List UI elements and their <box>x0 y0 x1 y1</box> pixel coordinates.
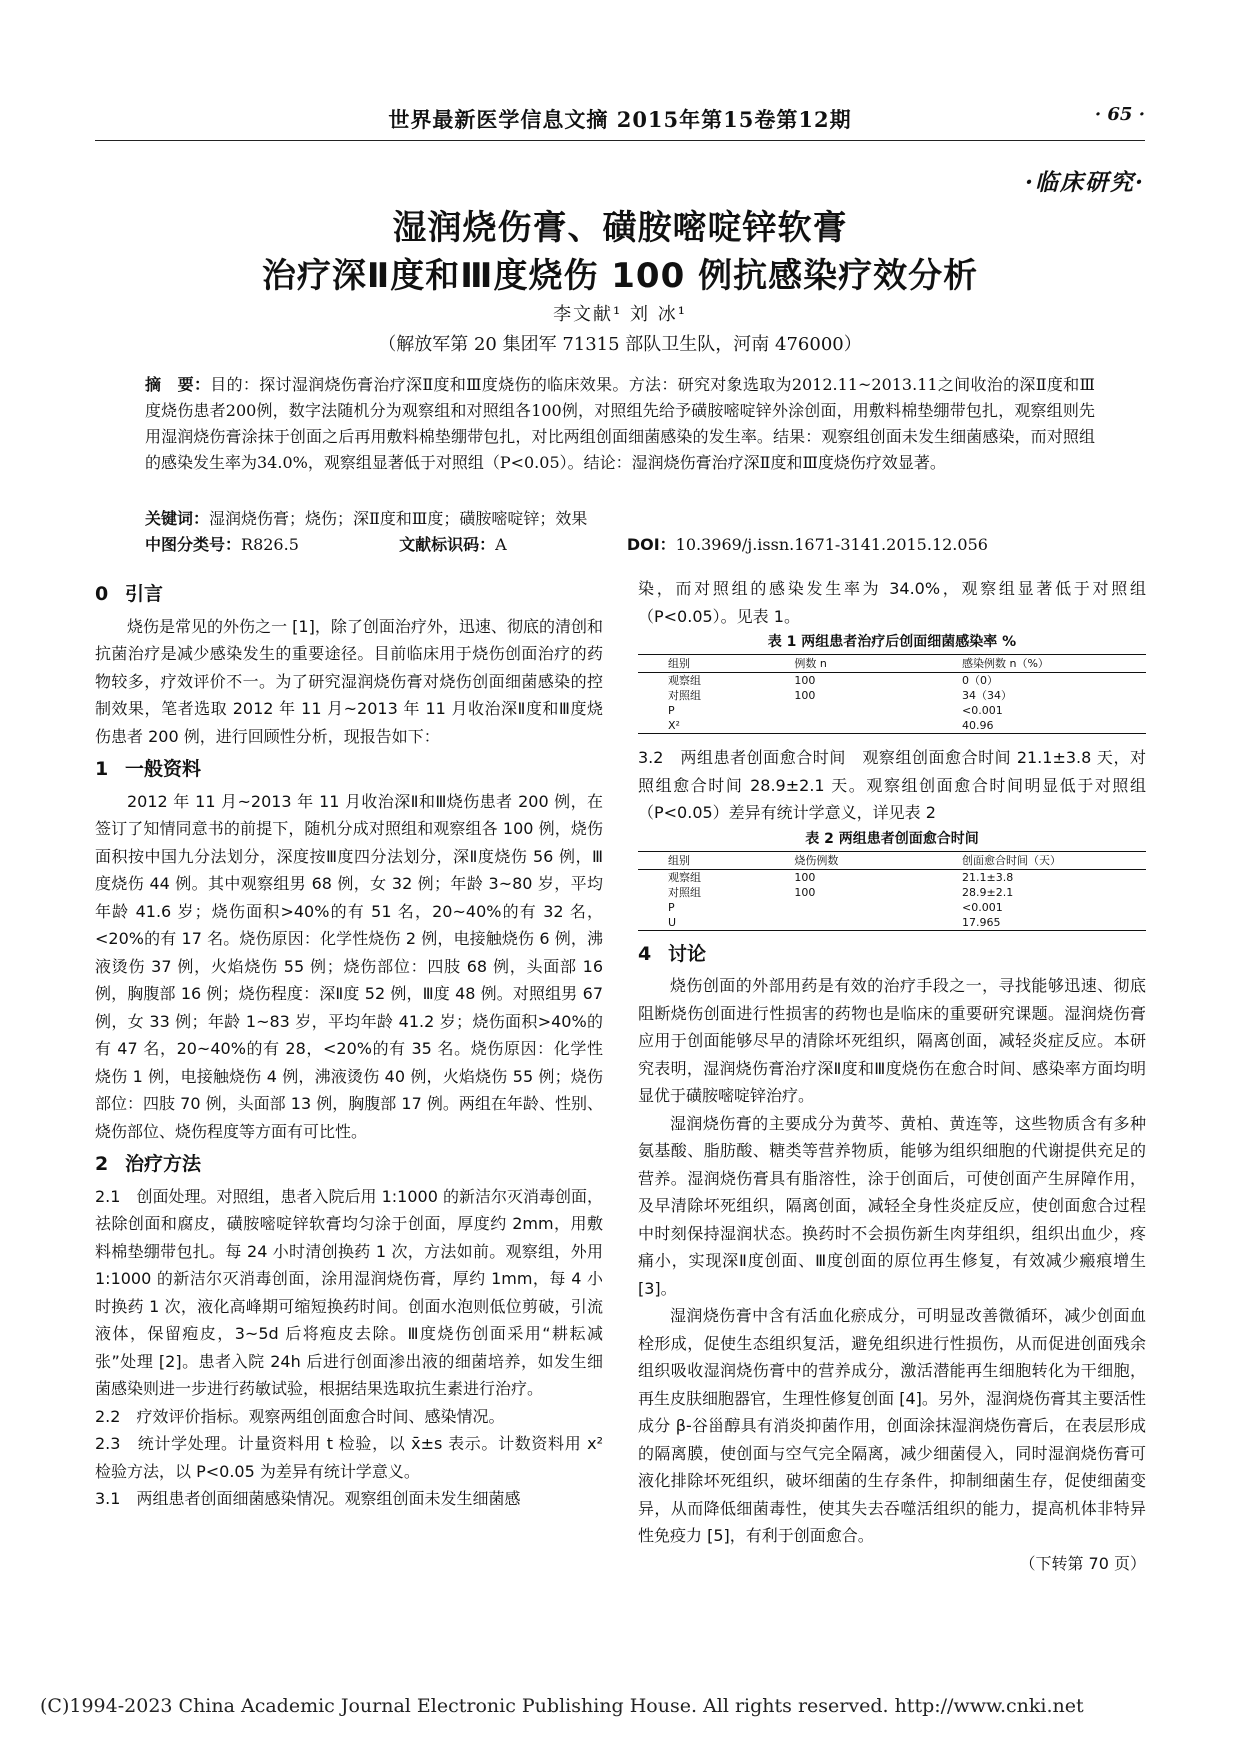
section-heading-4: 4 讨论 <box>638 942 707 965</box>
section-heading-0: 0 引言 <box>95 583 164 605</box>
table-row: 对照组 100 28.9±2.1 <box>668 885 1014 899</box>
table-row: P <0.001 <box>668 704 1003 717</box>
table1 <box>638 654 1146 734</box>
paragraph-general: 2012 年 11 月~2013 年 11 月收治深Ⅱ和Ⅲ烧伤患者 200 例，在签订了知情同意书的前提下，随机分成对照组和观察组各 100 例，烧伤面积按中国九分法划分，深度按Ⅲ度四分法划分，深Ⅱ度烧伤 56 例，Ⅲ度烧伤 44 例。其中观察组男 68 例，女 32 例；年龄 3~80 岁，平均年龄 41.6 岁；烧伤面积>40%的有 51 名，20~40%的有 32 名，<20%的有 17 名。烧伤原因：化学性烧伤 2 例，电接触烧伤 6 例，沸液烫伤 37 例，火焰烧伤 55 例；烧伤部位：四肢 68 例，头面部 16 例，胸腹部 16 例；烧伤程度：深Ⅱ度 52 例，Ⅲ度 48 例。对照组男 67 例，女 33 例；年龄 1~83 岁，平均年龄 41.2 岁；烧伤面积>40%的有 47 名，20~40%的有 28，<20%的有 35 名。烧伤原因：化学性烧伤 1 例，电接触烧伤 4 例，沸液烫伤 40 例，火焰烧伤 55 例；烧伤部位：四肢 70 例，头面部 13 例，胸腹部 17 例。两组在年龄、性别、烧伤部位、烧伤程度等方面有可比性。 <box>95 791 603 1141</box>
table2-caption: 表 2 两组患者创面愈合时间 <box>805 830 979 847</box>
table-row: 对照组 100 34（34） <box>668 689 1013 702</box>
authors: 李文献¹ 刘 冰¹ <box>553 304 687 325</box>
table-row: 观察组 100 0（0） <box>668 674 999 687</box>
keywords-label: 关键词： <box>145 509 210 528</box>
doc-code-label: 文献标识码： <box>399 535 496 554</box>
clc-value: R826.5 <box>241 535 299 554</box>
table2-header: 组别 <box>638 851 790 869</box>
table1-header: 组别 <box>638 655 790 673</box>
article-title-line2: 治疗深Ⅱ度和Ⅲ度烧伤 100 例抗感染疗效分析 <box>261 256 979 296</box>
paragraph-3-1-cont: 染，而对照组的感染发生率为 34.0%，观察组显著低于对照组（P<0.05）。见表 1。 <box>638 579 1146 626</box>
section-heading-1: 1 一般资料 <box>95 758 202 780</box>
table1-header: 感染例数 n（%） <box>958 655 1146 673</box>
paragraph-3-1: 3.1 两组患者创面细菌感染情况。观察组创面未发生细菌感 <box>95 1489 521 1508</box>
table1-header: 例数 n <box>790 655 958 673</box>
article-title-line1: 湿润烧伤膏、磺胺嘧啶锌软膏 <box>392 208 848 248</box>
paragraph-2-2: 2.2 疗效评价指标。观察两组创面愈合时间、感染情况。 <box>95 1406 505 1426</box>
table2-header: 烧伤例数 <box>790 851 958 869</box>
table-row: P <0.001 <box>668 900 1003 914</box>
keywords-text: 湿润烧伤膏；烧伤；深Ⅱ度和Ⅲ度；磺胺嘧啶锌；效果 <box>209 509 588 528</box>
right-column <box>638 575 1146 1577</box>
table-row: X² 40.96 <box>638 718 1146 734</box>
doc-code-value: A <box>495 535 507 554</box>
header-rule <box>95 140 1145 141</box>
affiliation: （解放军第 20 集团军 71315 部队卫生队，河南 476000） <box>378 334 862 355</box>
table2-header: 创面愈合时间（天） <box>958 851 1146 869</box>
table-row: U 17.965 <box>638 915 1146 931</box>
paragraph-intro: 烧伤是常见的外伤之一 [1]，除了创面治疗外，迅速、彻底的清创和抗菌治疗是减少感染发生的重要途径。目前临床用于烧伤创面治疗的药物较多，疗效评价不一。为了研究湿润烧伤膏对烧伤创面细菌感染的控制效果，笔者选取 2012 年 11 月~2013 年 11 月收治深Ⅱ度和Ⅲ度烧伤患者 200 例，进行回顾性分析，现报告如下： <box>95 616 603 746</box>
page-number: · 65 · <box>1094 104 1145 125</box>
keywords <box>145 506 1095 532</box>
left-column <box>95 575 603 1513</box>
section-tag: ·临床研究· <box>1024 169 1145 196</box>
table2 <box>638 851 1146 931</box>
paragraph-discussion-3: 湿润烧伤膏中含有活血化瘀成分，可明显改善微循环，减少创面血栓形成，促使生态组织复活，避免组织进行性损伤，从而促进创面残余组织吸收湿润烧伤膏中的营养成分，激活潜能再生细胞转化为干细胞，再生皮肤细胞器官，生理性修复创面 [4]。另外，湿润烧伤膏其主要活性成分 β-谷甾醇具有消炎抑菌作用，创面涂抹湿润烧伤膏后，在表层形成的隔离膜，使创面与空气完全隔离，减少细菌侵入，同时湿润烧伤膏可液化排除坏死组织，破坏细菌的生存条件，抑制细菌生存，促使细菌变异，从而降低细菌毒性，使其失去吞噬活组织的能力，提高机体非特异性免疫力 [5]，有利于创面愈合。 <box>638 1306 1146 1545</box>
section-heading-2: 2 治疗方法 <box>95 1153 202 1175</box>
clc-label: 中图分类号： <box>145 535 242 554</box>
doi-value: 10.3969/j.issn.1671-3141.2015.12.056 <box>675 535 988 554</box>
paragraph-3-2: 3.2 两组患者创面愈合时间 观察组创面愈合时间 21.1±3.8 天，对照组愈合时间 28.9±2.1 天。观察组创面愈合时间明显低于对照组（P<0.05）差异有统计学意义，详见表 2 <box>638 748 1146 822</box>
doi-label: DOI： <box>626 535 676 554</box>
abstract <box>145 372 1095 476</box>
running-header-journal: 世界最新医学信息文摘 2015年第15卷第12期 <box>388 107 852 132</box>
continued-note: （下转第 70 页） <box>1019 1553 1146 1573</box>
paragraph-discussion-1: 烧伤创面的外部用药是有效的治疗手段之一，寻找能够迅速、彻底阻断烧伤创面进行性损害的药物也是临床的重要研究课题。湿润烧伤膏应用于创面能够尽早的清除坏死组织，隔离创面，减轻炎症反应。本研究表明，湿润烧伤膏治疗深Ⅱ度和Ⅲ度烧伤在愈合时间、感染率方面均明显优于磺胺嘧啶锌治疗。 <box>638 976 1146 1105</box>
paragraph-discussion-2: 湿润烧伤膏的主要成分为黄芩、黄柏、黄连等，这些物质含有多种氨基酸、脂肪酸、糖类等营养物质，能够为组织细胞的代谢提供充足的营养。湿润烧伤膏具有脂溶性，涂于创面后，可使创面产生屏障作用，及早清除坏死组织，隔离创面，减轻全身性炎症反应，使创面愈合过程中时刻保持湿润状态。换药时不会损伤新生肉芽组织，组织出血少，疼痛小，实现深Ⅱ度创面、Ⅲ度创面的原位再生修复，有效减少瘢痕增生 [3]。 <box>638 1113 1146 1298</box>
table1-caption: 表 1 两组患者治疗后创面细菌感染率 % <box>767 634 1017 650</box>
cnki-footer: (C)1994-2023 China Academic Journal Electronic Publishing House. All rights reserved. http://www.cnki.net <box>40 1695 1084 1717</box>
classification-line <box>145 532 1095 558</box>
paragraph-2-1: 2.1 创面处理。对照组，患者入院后用 1:1000 的新洁尔灭消毒创面，祛除创面和腐皮，磺胺嘧啶锌软膏均匀涂于创面，厚度约 2mm，用敷料棉垫绷带包扎。每 24 小时清创换药 1 次，方法如前。观察组，外用 1:1000 的新洁尔灭消毒创面，涂用湿润烧伤膏，厚约 1mm，每 4 小时换药 1 次，液化高峰期可缩短换药时间。创面水泡则低位剪破，引流液体，保留疱皮，3~5d 后将疱皮去除。Ⅲ度烧伤创面采用“耕耘减张”处理 [2]。患者入院 24h 后进行创面渗出液的细菌培养，如发生细菌感染则进一步进行药敏试验，根据结果选取抗生素进行治疗。 <box>95 1186 603 1398</box>
abstract-text: 目的：探讨湿润烧伤膏治疗深Ⅱ度和Ⅲ度烧伤的临床效果。方法：研究对象选取为2012.11~2013.11之间收治的深Ⅱ度和Ⅲ度烧伤患者200例，数字法随机分为观察组和对照组各100例，对照组先给予磺胺嘧啶锌外涂创面，用敷料棉垫绷带包扎，观察组则先用湿润烧伤膏涂抹于创面之后再用敷料棉垫绷带包扎，对比两组创面细菌感染的发生率。结果：观察组创面未发生细菌感染，而对照组的感染发生率为34.0%，观察组显著低于对照组（P<0.05）。结论：湿润烧伤膏治疗深Ⅱ度和Ⅲ度烧伤疗效显著。 <box>145 375 1095 472</box>
paragraph-2-3: 2.3 统计学处理。计量资料用 t 检验，以 x̄±s 表示。计数资料用 x² 检验方法，以 P<0.05 为差异有统计学意义。 <box>95 1434 603 1481</box>
table-row: 观察组 100 21.1±3.8 <box>668 870 1014 884</box>
abstract-label: 摘 要： <box>145 375 211 394</box>
